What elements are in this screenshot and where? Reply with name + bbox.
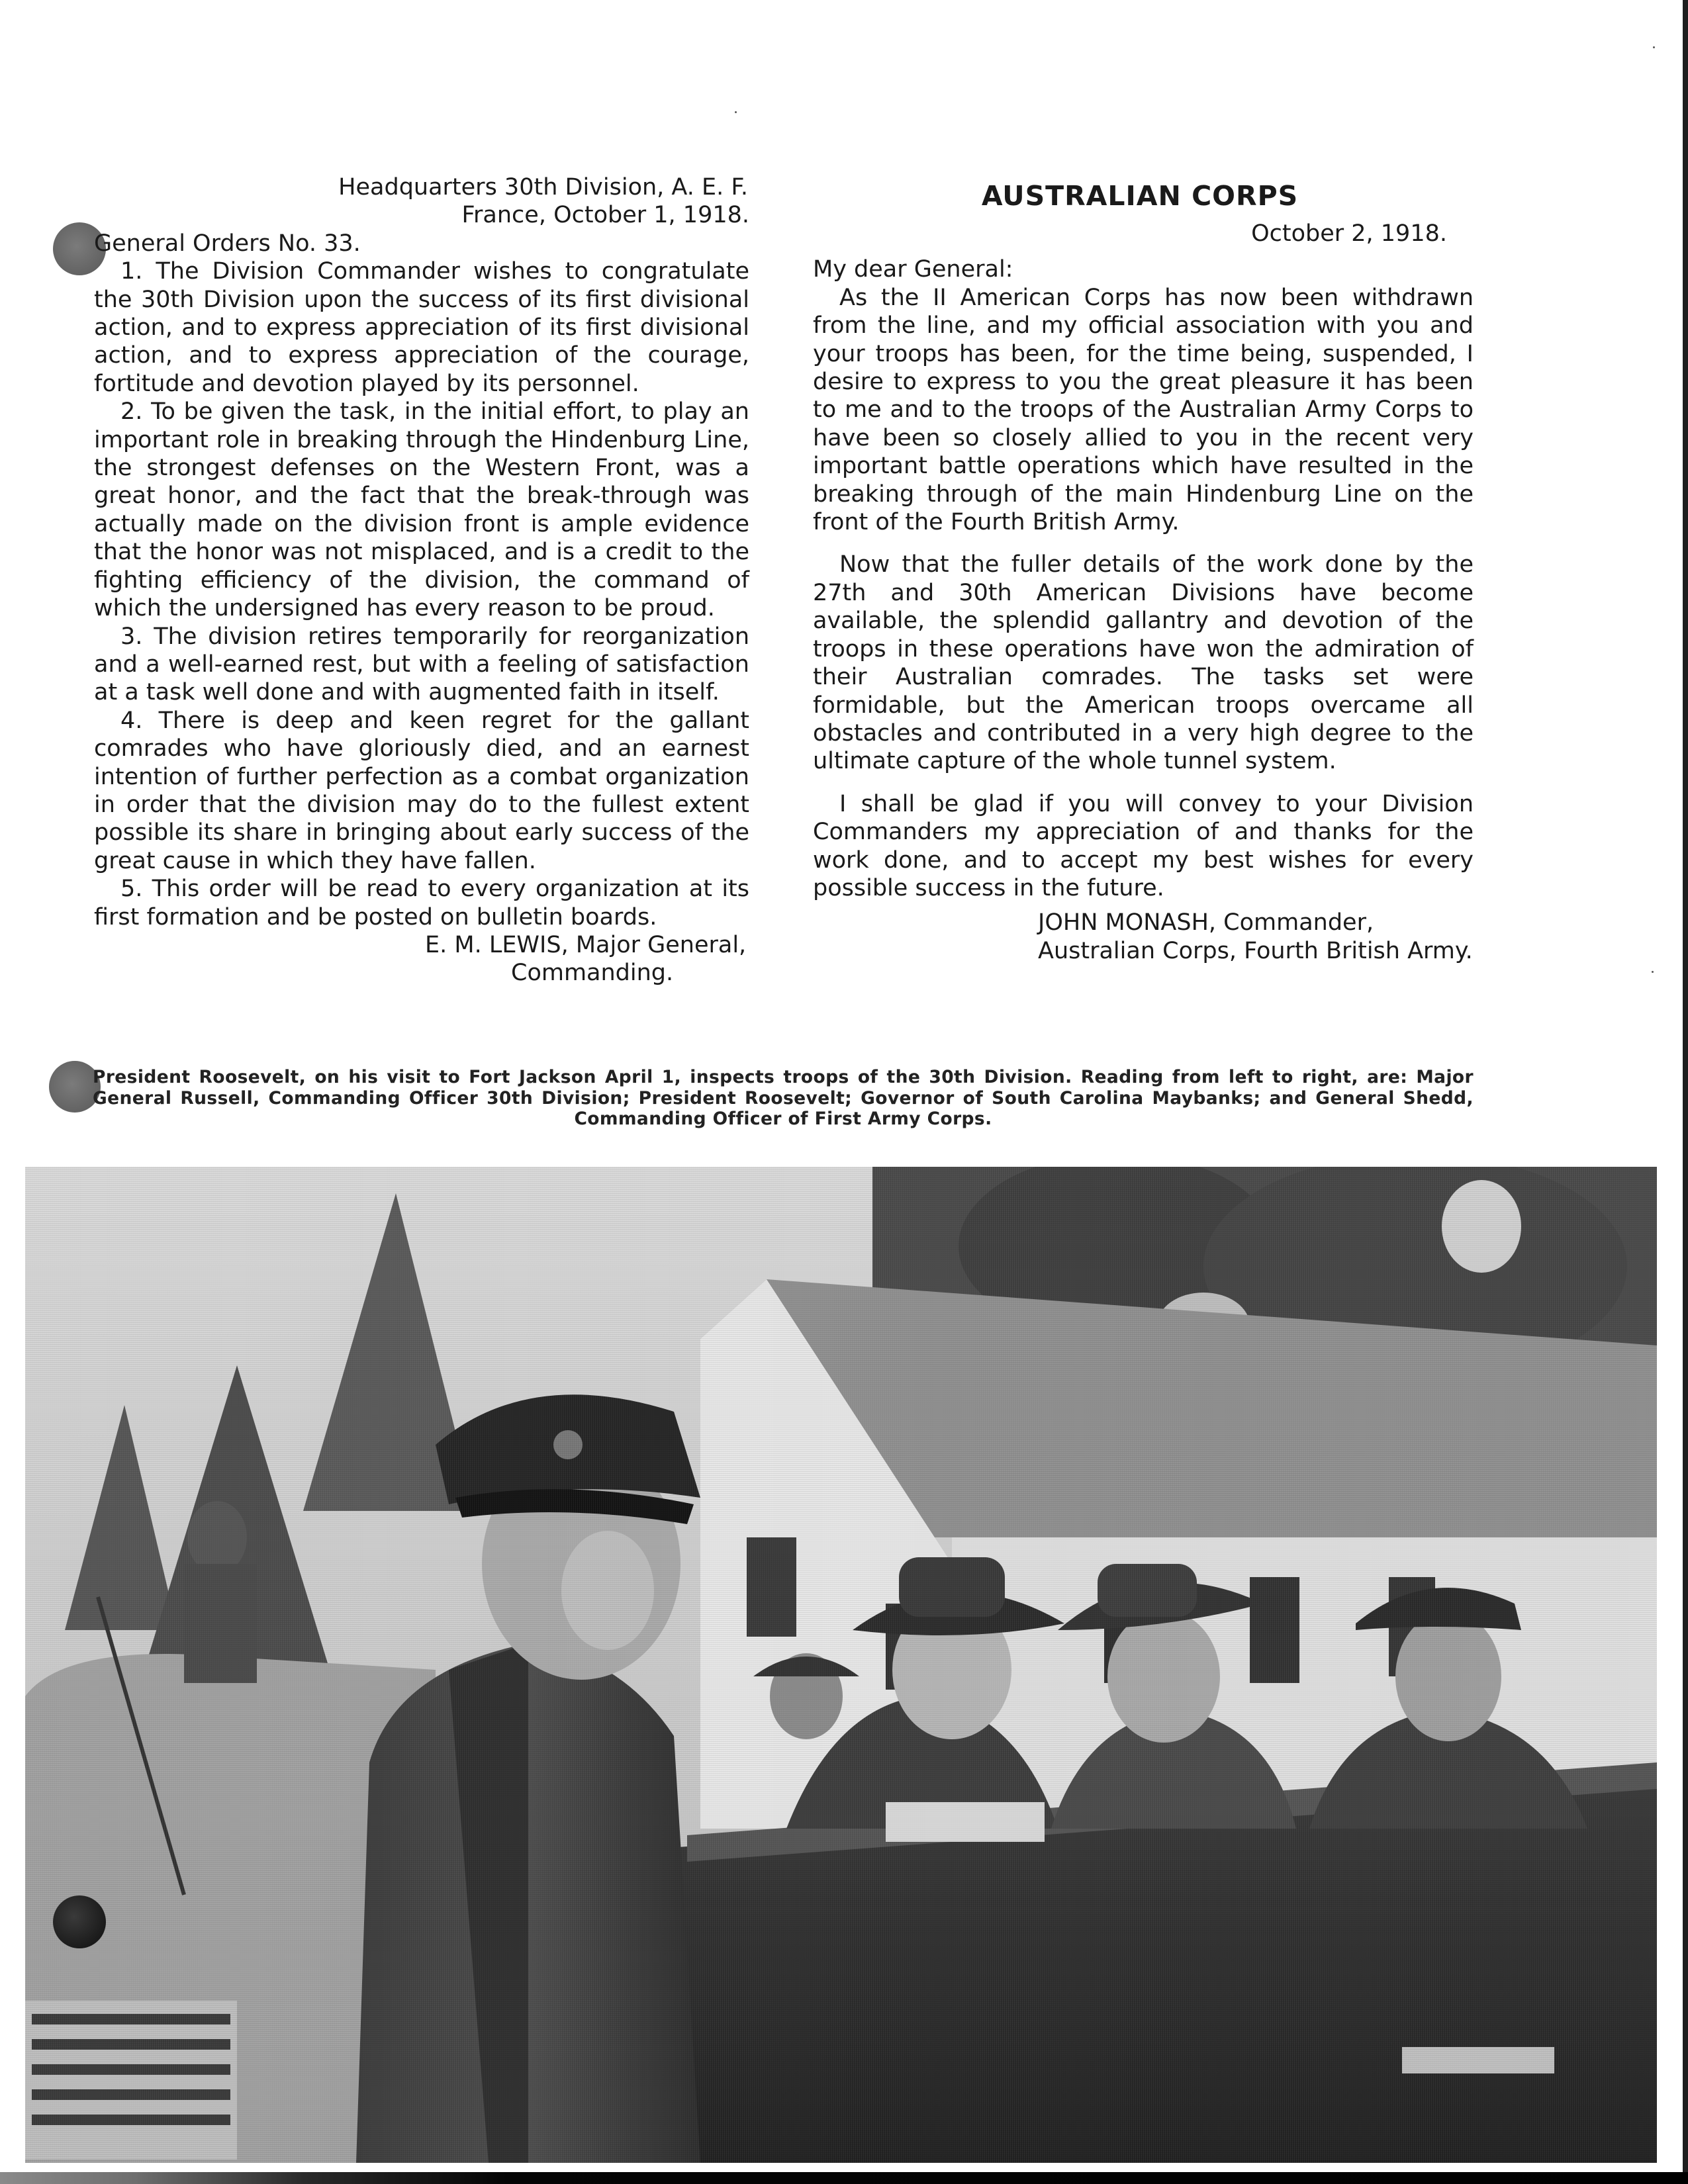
roosevelt-fort-jackson-photo [25, 1167, 1657, 2163]
monash-signature-name: JOHN MONASH, Commander, [1038, 909, 1374, 936]
letter-paragraph-1: As the II American Corps has now been withdrawn from the line, and my official association with you and your troops has been, for the time being, suspended, I desire to express to you the great pleasure it has been to me and to the troops of the Australian Army Corps to have been so closely allied to you in the recent very important battle operations which have resulted in the breaking through of the main Hindenburg Line on the front of the Fourth British Army. [813, 284, 1474, 536]
lewis-signature-name: E. M. LEWIS, Major General, [425, 931, 747, 958]
hq-header-line1: Headquarters 30th Division, A. E. F. [338, 174, 748, 201]
order-paragraph-5: 5. This order will be read to every organization at its first formation and be posted on bulletin boards. [94, 876, 749, 931]
general-orders-column [94, 173, 749, 987]
order-paragraph-1: 1. The Division Commander wishes to congratulate the 30th Division upon the success of its first divisional action, and to express appreciation of its first divisional action, and to express appreciation of the courage, fortitude and devotion played by its personnel. [94, 258, 749, 397]
scan-speck [1653, 46, 1655, 48]
hq-header-line2: France, October 1, 1918. [461, 202, 749, 229]
order-paragraph-2: 2. To be given the task, in the initial effort, to play an important role in breaking through the Hindenburg Line, the strongest defenses on the Western Front, was a great honor, and the fact that the break-through was actually made on the division front is ample evidence that the honor was not misplaced, and is a credit to the fighting efficiency of the division, the command of which the undersigned has every reason to be proud. [94, 398, 749, 622]
photo-illustration [25, 1167, 1657, 2163]
order-paragraph-4: 4. There is deep and keen regret for the gallant comrades who have gloriously died, and an earnest intention of further perfection as a combat organization in order that the division may do to the fullest extent possible its share in bringing about early success of the great cause in which they have fallen. [94, 707, 749, 874]
orders-title: General Orders No. 33. [94, 230, 361, 257]
letter-salutation: My dear General: [813, 256, 1013, 283]
order-paragraph-3: 3. The division retires temporarily for reorganization and a well-earned rest, but with a feeling of satisfaction at a task well done and with augmented faith in itself. [94, 623, 749, 706]
lewis-signature-title: Commanding. [511, 960, 674, 987]
scan-speck [1652, 971, 1654, 973]
monash-signature-title: Australian Corps, Fourth British Army. [1038, 937, 1473, 964]
letter-paragraph-2: Now that the fuller details of the work done by the 27th and 30th American Divisions have become available, the splendid gallantry and devotion of the troops in these operations have won the admiration of their Australian comrades. The tasks set were formidable, but the American troops overcame all obstacles and contributed in a very high degree to the ultimate capture of the whole tunnel system. [813, 551, 1474, 775]
scanner-edge-right [1683, 0, 1688, 2184]
letter-heading: AUSTRALIAN CORPS [981, 180, 1299, 212]
scan-speck [735, 111, 737, 113]
photo-caption-text: President Roosevelt, on his visit to Fort Jackson April 1, inspects troops of the 30th Division. Reading from left to right, are: Major General Russell, Commanding Officer 30th Division; President Roosevelt; Governor of South Carolina Maybanks; and General Shedd, Commanding Officer of First Army Corps. [93, 1067, 1474, 1129]
punch-hole-bottom [53, 1895, 106, 1948]
letter-date: October 2, 1918. [1251, 220, 1447, 247]
scanner-edge-bottom [0, 2172, 1688, 2184]
photo-caption [93, 1067, 1474, 1130]
australian-corps-letter-column [813, 180, 1474, 965]
letter-paragraph-3: I shall be glad if you will convey to your Division Commanders my appreciation of and thanks for the work done, and to accept my best wishes for every possible success in the future. [813, 790, 1474, 901]
